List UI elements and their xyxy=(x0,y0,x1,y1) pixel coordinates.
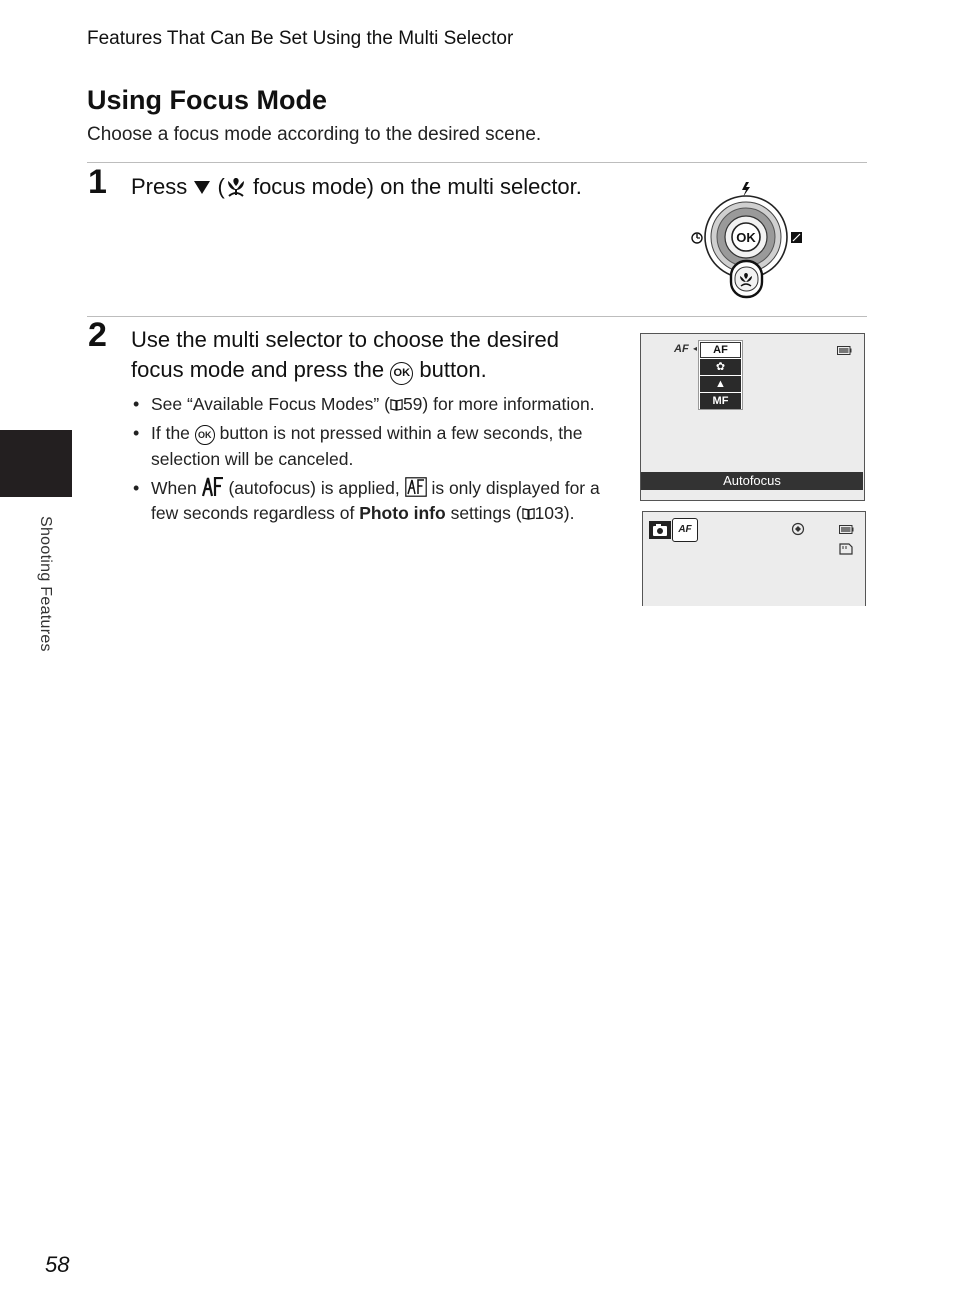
flash-icon xyxy=(742,182,750,197)
note-text: If the xyxy=(151,423,190,443)
camera-screen-shooting xyxy=(642,511,866,606)
menu-item-manual-focus[interactable]: MF xyxy=(700,393,741,409)
step-2-text-before: Use the multi selector to choose the desired focus mode and press the xyxy=(131,327,560,382)
note-text: (autofocus) is applied, xyxy=(228,477,400,498)
autofocus-icon xyxy=(202,477,224,497)
down-triangle-icon xyxy=(193,179,211,195)
note-text: When xyxy=(151,477,197,498)
note-text: is only displayed for a few seconds regardless of xyxy=(151,477,600,523)
camera-mode-icon xyxy=(649,521,671,539)
vibration-reduction-icon xyxy=(791,522,805,536)
battery-icon xyxy=(837,346,852,355)
autofocus-icon xyxy=(405,477,427,497)
menu-item-autofocus[interactable]: AF xyxy=(700,342,741,358)
step-1-number: 1 xyxy=(88,163,107,201)
book-reference-icon xyxy=(390,398,403,411)
autofocus-icon: AF xyxy=(672,518,698,542)
exposure-icon xyxy=(791,232,802,243)
step-1-text-before: Press xyxy=(131,174,188,199)
page-number: 58 xyxy=(45,1252,70,1277)
list-item xyxy=(131,476,611,527)
divider-middle xyxy=(87,316,867,317)
step-2-text xyxy=(131,325,611,385)
focus-mode-menu xyxy=(698,340,743,410)
divider-top xyxy=(87,162,867,163)
multi-selector-diagram xyxy=(686,176,810,300)
step-2-number: 2 xyxy=(88,316,107,354)
ok-button-icon: OK xyxy=(195,425,215,445)
step-2-text-after: button. xyxy=(419,357,487,382)
ok-label: OK xyxy=(736,230,756,245)
af-indicator: AF xyxy=(674,343,689,355)
menu-item-infinity[interactable]: ▲ xyxy=(700,376,741,392)
note-text: button is not pressed within a few seconds, the selection will be canceled. xyxy=(151,423,583,469)
page-title: Using Focus Mode xyxy=(87,85,328,115)
note-text: ). xyxy=(563,503,575,523)
status-bar: Autofocus xyxy=(641,472,863,490)
menu-item-macro[interactable]: ✿ xyxy=(700,359,741,375)
note-text: settings ( xyxy=(450,503,522,523)
notes-list xyxy=(131,392,611,530)
chapter-tab xyxy=(0,430,72,497)
book-reference-icon xyxy=(522,507,535,520)
note-text: ) for more information. xyxy=(422,394,595,414)
list-item xyxy=(131,392,611,418)
page-reference[interactable]: 59 xyxy=(402,394,423,414)
step-1-text-after: focus mode) on the multi selector. xyxy=(252,174,582,199)
page-subtitle: Choose a focus mode according to the desired scene. xyxy=(87,124,542,145)
page-reference[interactable]: 103 xyxy=(534,503,564,523)
running-header: Features That Can Be Set Using the Multi Selector xyxy=(87,28,514,49)
self-timer-icon xyxy=(692,233,702,243)
ok-button-icon: OK xyxy=(390,362,413,385)
chapter-label: Shooting Features xyxy=(37,516,54,652)
list-item xyxy=(131,421,611,472)
memory-card-icon xyxy=(839,543,853,555)
battery-icon xyxy=(839,525,854,534)
step-1-text: Press ( focus mode) on the multi selector. xyxy=(131,174,582,199)
camera-screen-focus-menu xyxy=(640,333,865,501)
chevron-left-icon: ◂ xyxy=(693,344,698,353)
macro-flower-icon xyxy=(225,175,247,197)
setting-name: Photo info xyxy=(359,503,446,523)
note-text: See “Available Focus Modes” ( xyxy=(151,394,390,414)
